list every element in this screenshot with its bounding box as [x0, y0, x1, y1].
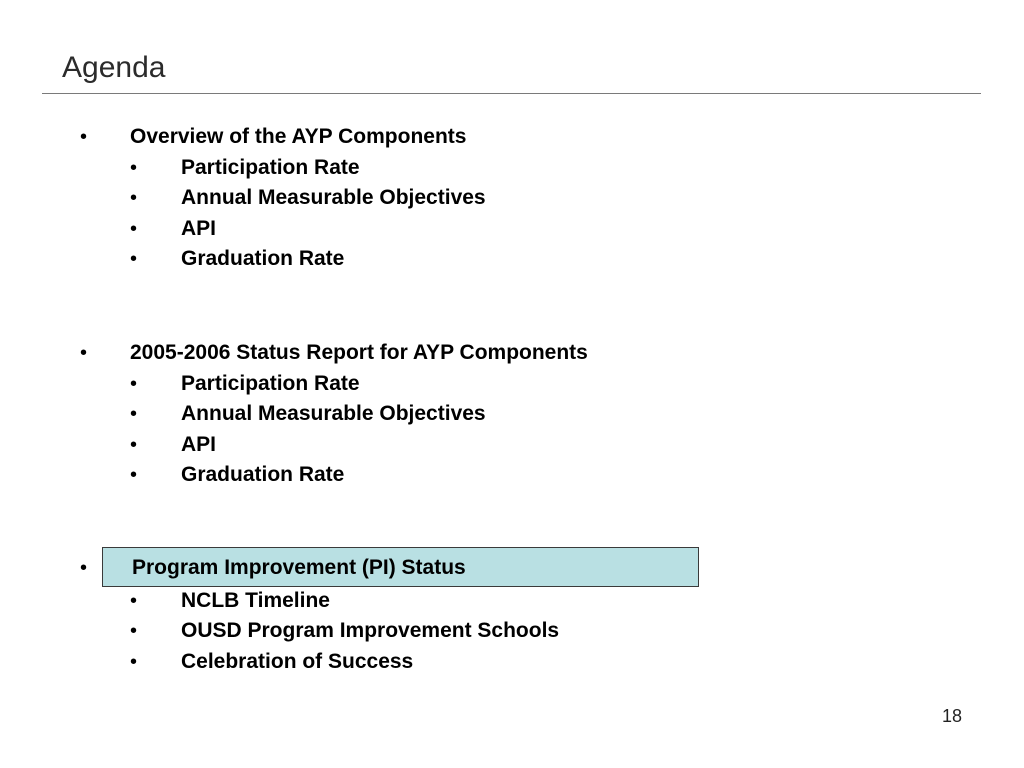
- agenda-item: [0, 399, 1024, 430]
- agenda-heading-text: Program Improvement (PI) Status: [132, 556, 466, 579]
- agenda-item-text: Graduation Rate: [181, 463, 345, 486]
- agenda-heading-text: 2005-2006 Status Report for AYP Components: [130, 341, 588, 364]
- agenda-item-text: Celebration of Success: [181, 649, 414, 673]
- agenda-item-text: Annual Measurable Objectives: [181, 402, 486, 425]
- agenda-heading: [0, 338, 1024, 369]
- bullet-icon: •: [130, 156, 138, 179]
- bullet-icon: •: [130, 620, 138, 642]
- agenda-section-status-report: [0, 338, 1024, 491]
- agenda-item-text: Annual Measurable Objectives: [181, 186, 486, 209]
- bullet-icon: •: [130, 187, 138, 209]
- bullet-icon: •: [80, 126, 88, 148]
- agenda-item-text: Participation Rate: [181, 155, 360, 179]
- agenda-item: [0, 153, 1024, 184]
- agenda-item: [0, 460, 1024, 491]
- agenda-item: [0, 214, 1024, 245]
- bullet-icon: •: [130, 433, 138, 456]
- agenda-item: [0, 183, 1024, 214]
- agenda-item-text: OUSD Program Improvement Schools: [181, 619, 560, 642]
- agenda-heading-current: [0, 553, 1024, 584]
- title-divider: [42, 93, 981, 94]
- agenda-item: [0, 647, 1024, 678]
- bullet-icon: •: [130, 589, 138, 612]
- page-number: 18: [941, 706, 962, 726]
- agenda-item-text: Participation Rate: [181, 371, 360, 395]
- slide-title: Agenda: [62, 51, 166, 84]
- bullet-icon: •: [130, 217, 138, 240]
- bullet-icon: •: [130, 464, 138, 486]
- agenda-item: [0, 430, 1024, 461]
- agenda-item-text: API: [181, 432, 217, 456]
- bullet-icon: •: [130, 248, 138, 270]
- agenda-item: [0, 586, 1024, 617]
- agenda-item-text: Graduation Rate: [181, 247, 345, 270]
- agenda-section-overview: [0, 122, 1024, 275]
- agenda-heading: [0, 122, 1024, 153]
- agenda-item: [0, 244, 1024, 275]
- agenda-heading-text: Overview of the AYP Components: [130, 125, 467, 148]
- bullet-icon: •: [130, 403, 138, 425]
- agenda-item: [0, 616, 1024, 647]
- agenda-item-text: API: [181, 216, 217, 240]
- bullet-icon: •: [130, 650, 138, 673]
- agenda-item: [0, 369, 1024, 400]
- agenda-item-text: NCLB Timeline: [181, 588, 330, 612]
- bullet-icon: •: [80, 557, 88, 579]
- agenda-section-program-improvement: [0, 553, 1024, 677]
- bullet-icon: •: [130, 372, 138, 395]
- bullet-icon: •: [80, 342, 88, 364]
